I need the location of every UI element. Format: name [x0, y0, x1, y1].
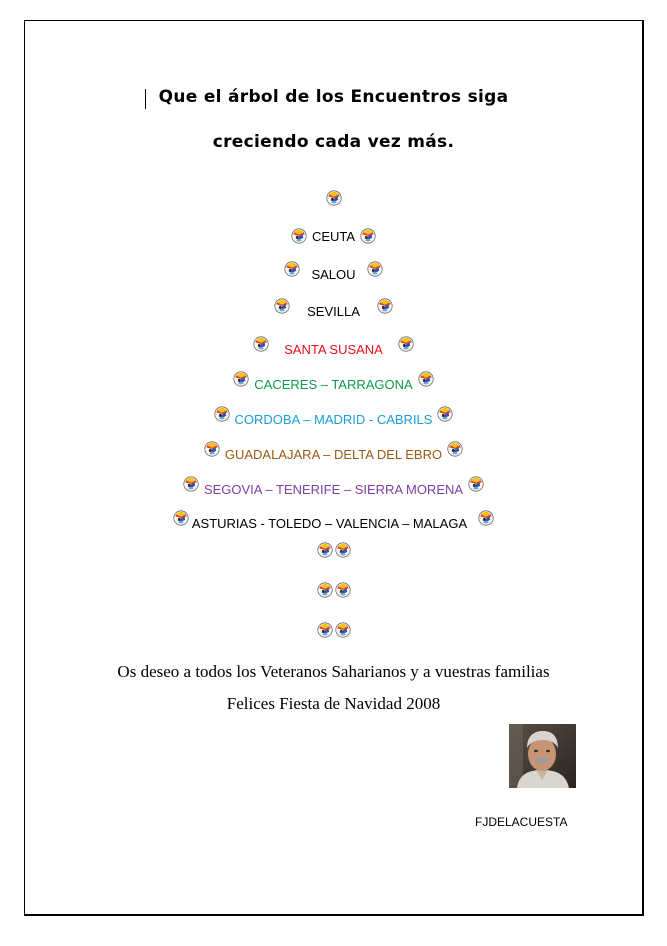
tree-trunk-row — [0, 540, 667, 560]
flag-ball-ornament-icon — [335, 542, 351, 558]
flag-ball-ornament-icon — [377, 298, 393, 314]
tree-trunk-row — [0, 580, 667, 600]
tree-row — [0, 479, 667, 499]
place-label: CACERES – TARRAGONA — [254, 376, 413, 392]
flag-ball-ornament-icon — [253, 336, 269, 352]
flag-ball-ornament-icon — [284, 261, 300, 277]
tree-row — [0, 374, 667, 394]
author-signature: FJDELACUESTA — [475, 815, 568, 829]
tree-top — [0, 188, 667, 208]
flag-ball-ornament-icon — [478, 510, 494, 526]
tree-trunk-row — [0, 620, 667, 640]
tree-row — [0, 444, 667, 464]
flag-ball-ornament-icon — [418, 371, 434, 387]
flag-ball-ornament-icon — [360, 228, 376, 244]
flag-ball-ornament-icon — [335, 582, 351, 598]
place-label: SALOU — [311, 266, 356, 282]
flag-ball-ornament-icon — [335, 622, 351, 638]
place-label: GUADALAJARA – DELTA DEL EBRO — [224, 446, 443, 462]
author-photo — [509, 724, 576, 788]
greeting-line-1: Os deseo a todos los Veteranos Saharianos y a vuestras familias — [117, 662, 550, 681]
flag-ball-ornament-icon — [468, 476, 484, 492]
place-label: CEUTA — [311, 228, 356, 244]
flag-ball-ornament-icon — [183, 476, 199, 492]
flag-ball-ornament-icon — [204, 441, 220, 457]
flag-ball-ornament-icon — [274, 298, 290, 314]
tree-row — [0, 513, 667, 533]
flag-ball-ornament-icon — [233, 371, 249, 387]
place-label: SEVILLA — [307, 303, 360, 319]
flag-ball-ornament-icon — [367, 261, 383, 277]
flag-ball-ornament-icon — [317, 622, 333, 638]
place-label: CORDOBA – MADRID - CABRILS — [234, 411, 433, 427]
flag-ball-ornament-icon — [437, 406, 453, 422]
flag-ball-ornament-icon — [447, 441, 463, 457]
tree-row — [0, 339, 667, 359]
flag-ball-ornament-icon — [326, 190, 342, 206]
place-label: SANTA SUSANA — [284, 341, 383, 357]
heading-line-1: Que el árbol de los Encuentros siga — [158, 87, 509, 107]
tree-row — [0, 226, 667, 246]
tree-row — [0, 409, 667, 429]
heading-line-2: creciendo cada vez más. — [212, 132, 455, 152]
greeting-line-2: Felices Fiesta de Navidad 2008 — [226, 694, 441, 713]
tree-row — [0, 301, 667, 321]
flag-ball-ornament-icon — [291, 228, 307, 244]
place-label: SEGOVIA – TENERIFE – SIERRA MORENA — [203, 481, 464, 497]
place-label: ASTURIAS - TOLEDO – VALENCIA – MALAGA — [191, 515, 468, 531]
flag-ball-ornament-icon — [214, 406, 230, 422]
flag-ball-ornament-icon — [317, 582, 333, 598]
flag-ball-ornament-icon — [317, 542, 333, 558]
flag-ball-ornament-icon — [173, 510, 189, 526]
flag-ball-ornament-icon — [398, 336, 414, 352]
tree-row — [0, 264, 667, 284]
